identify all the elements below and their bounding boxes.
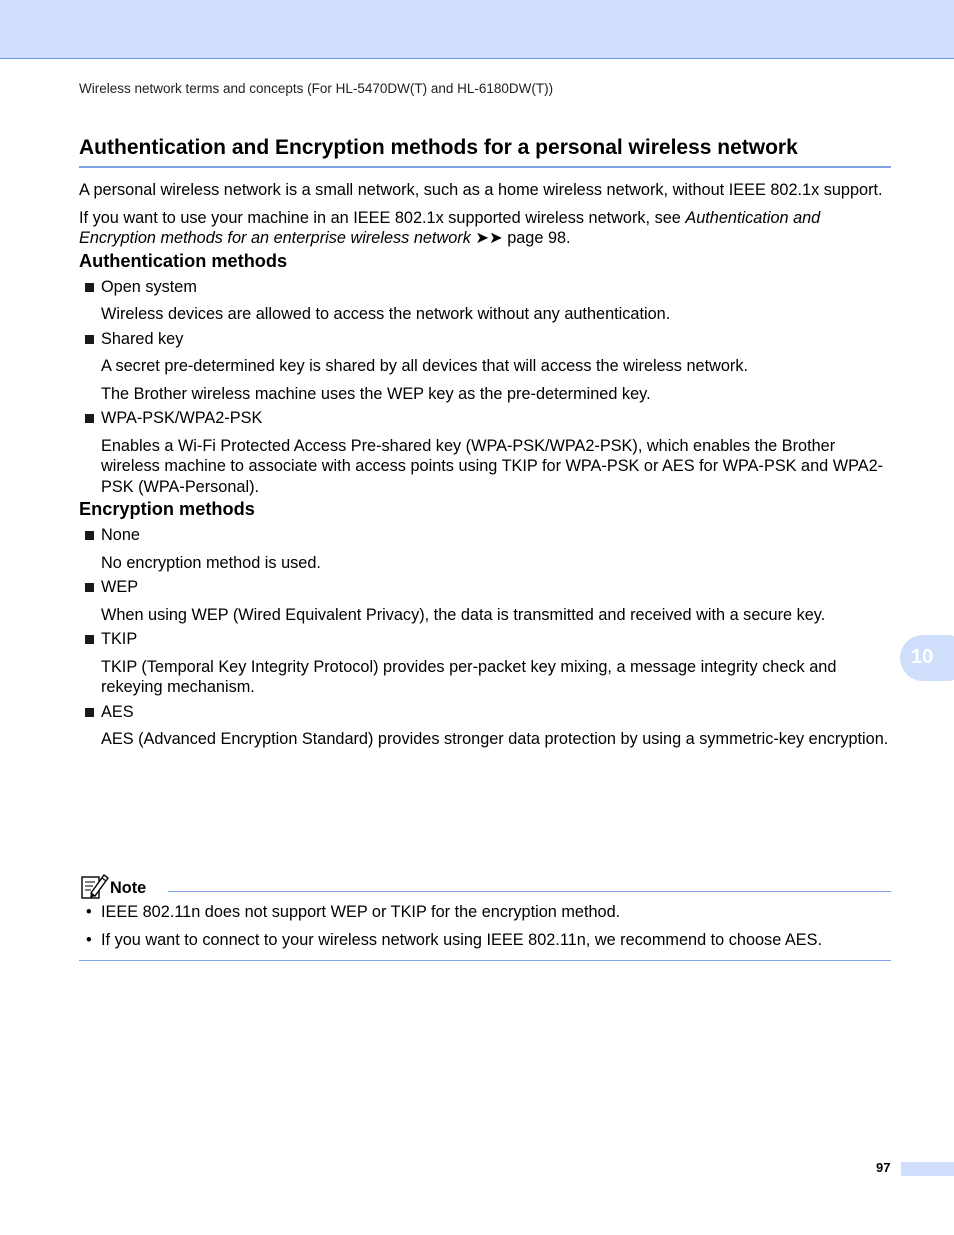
main-content bbox=[79, 134, 891, 750]
auth-item-label: Open system bbox=[101, 277, 197, 296]
bullet-dot: • bbox=[86, 903, 92, 921]
intro-paragraph: A personal wireless network is a small network, such as a home wireless network, without IEEE 802.1x support. bbox=[79, 181, 883, 199]
square-bullet-icon bbox=[85, 335, 94, 344]
auth-item-wpa-psk bbox=[79, 408, 891, 429]
square-bullet-icon bbox=[85, 283, 94, 292]
enc-item-description: When using WEP (Wired Equivalent Privacy), the data is transmitted and received with a secure key. bbox=[101, 605, 826, 624]
intro-prefix: If you want to use your machine in an IEEE 802.1x supported wireless network, see bbox=[79, 208, 686, 227]
enc-item-aes bbox=[79, 702, 891, 723]
auth-item-description: A secret pre-determined key is shared by all devices that will access the wireless network. bbox=[101, 357, 749, 375]
enc-item-label: WEP bbox=[101, 578, 139, 596]
chapter-tab bbox=[900, 635, 954, 681]
chapter-number: 10 bbox=[911, 646, 934, 668]
enc-item-description: No encryption method is used. bbox=[101, 553, 321, 572]
bullet-dot: • bbox=[86, 930, 92, 949]
note-item bbox=[79, 902, 891, 923]
auth-item-description: Wireless devices are allowed to access the network without any authentication. bbox=[101, 305, 671, 323]
enc-item-tkip bbox=[79, 629, 891, 650]
enc-item-label: TKIP bbox=[101, 630, 138, 648]
header-band bbox=[0, 0, 954, 59]
note-item bbox=[79, 930, 891, 951]
arrow-icon: ➤➤ bbox=[475, 229, 503, 247]
enc-item-description: AES (Advanced Encryption Standard) provides stronger data protection by using a symmetric-key encryption. bbox=[101, 730, 889, 748]
square-bullet-icon bbox=[85, 583, 94, 592]
intro-suffix: page 98. bbox=[502, 229, 571, 247]
note-header bbox=[79, 872, 891, 900]
section-title: Authentication and Encryption methods for a personal wireless network bbox=[79, 134, 891, 168]
note-box bbox=[79, 872, 891, 961]
square-bullet-icon bbox=[85, 708, 94, 717]
page-number: 97 bbox=[876, 1160, 891, 1175]
enc-item-label: None bbox=[101, 526, 140, 544]
enc-item-none bbox=[79, 525, 891, 546]
auth-item-description: The Brother wireless machine uses the WEP key as the pre-determined key. bbox=[101, 384, 651, 403]
note-bottom-divider bbox=[79, 960, 891, 961]
auth-item-open-system bbox=[79, 277, 891, 298]
note-text: If you want to connect to your wireless network using IEEE 802.11n, we recommend to choose AES. bbox=[101, 930, 822, 949]
auth-item-description: Enables a Wi-Fi Protected Access Pre-shared key (WPA-PSK/WPA2-PSK), which enables the Brother wireless machine to associate with access points using TKIP for WPA-PSK or AES for WPA-PSK and WPA2-PSK (WPA-Personal). bbox=[101, 436, 884, 496]
note-text: IEEE 802.11n does not support WEP or TKIP for the encryption method. bbox=[101, 903, 621, 921]
square-bullet-icon bbox=[85, 531, 94, 540]
cross-reference-link[interactable]: Authentication and Encryption methods for an enterprise wireless network bbox=[79, 208, 821, 247]
encryption-heading: Encryption methods bbox=[79, 499, 255, 519]
note-pencil-icon bbox=[79, 872, 109, 900]
enc-item-label: AES bbox=[101, 702, 134, 721]
enc-item-description: TKIP (Temporal Key Integrity Protocol) provides per-packet key mixing, a message integrity check and rekeying mechanism. bbox=[101, 657, 837, 696]
auth-item-label: WPA-PSK/WPA2-PSK bbox=[101, 409, 263, 427]
note-divider bbox=[168, 891, 891, 892]
square-bullet-icon bbox=[85, 635, 94, 644]
square-bullet-icon bbox=[85, 414, 94, 423]
authentication-heading: Authentication methods bbox=[79, 250, 288, 271]
auth-item-label: Shared key bbox=[101, 329, 184, 348]
enc-item-wep bbox=[79, 577, 891, 598]
auth-item-shared-key bbox=[79, 329, 891, 350]
page-number-tab bbox=[901, 1162, 954, 1176]
cross-reference-paragraph bbox=[79, 208, 891, 249]
note-label: Note bbox=[110, 879, 147, 897]
running-header: Wireless network terms and concepts (For HL-5470DW(T) and HL-6180DW(T)) bbox=[79, 81, 554, 96]
